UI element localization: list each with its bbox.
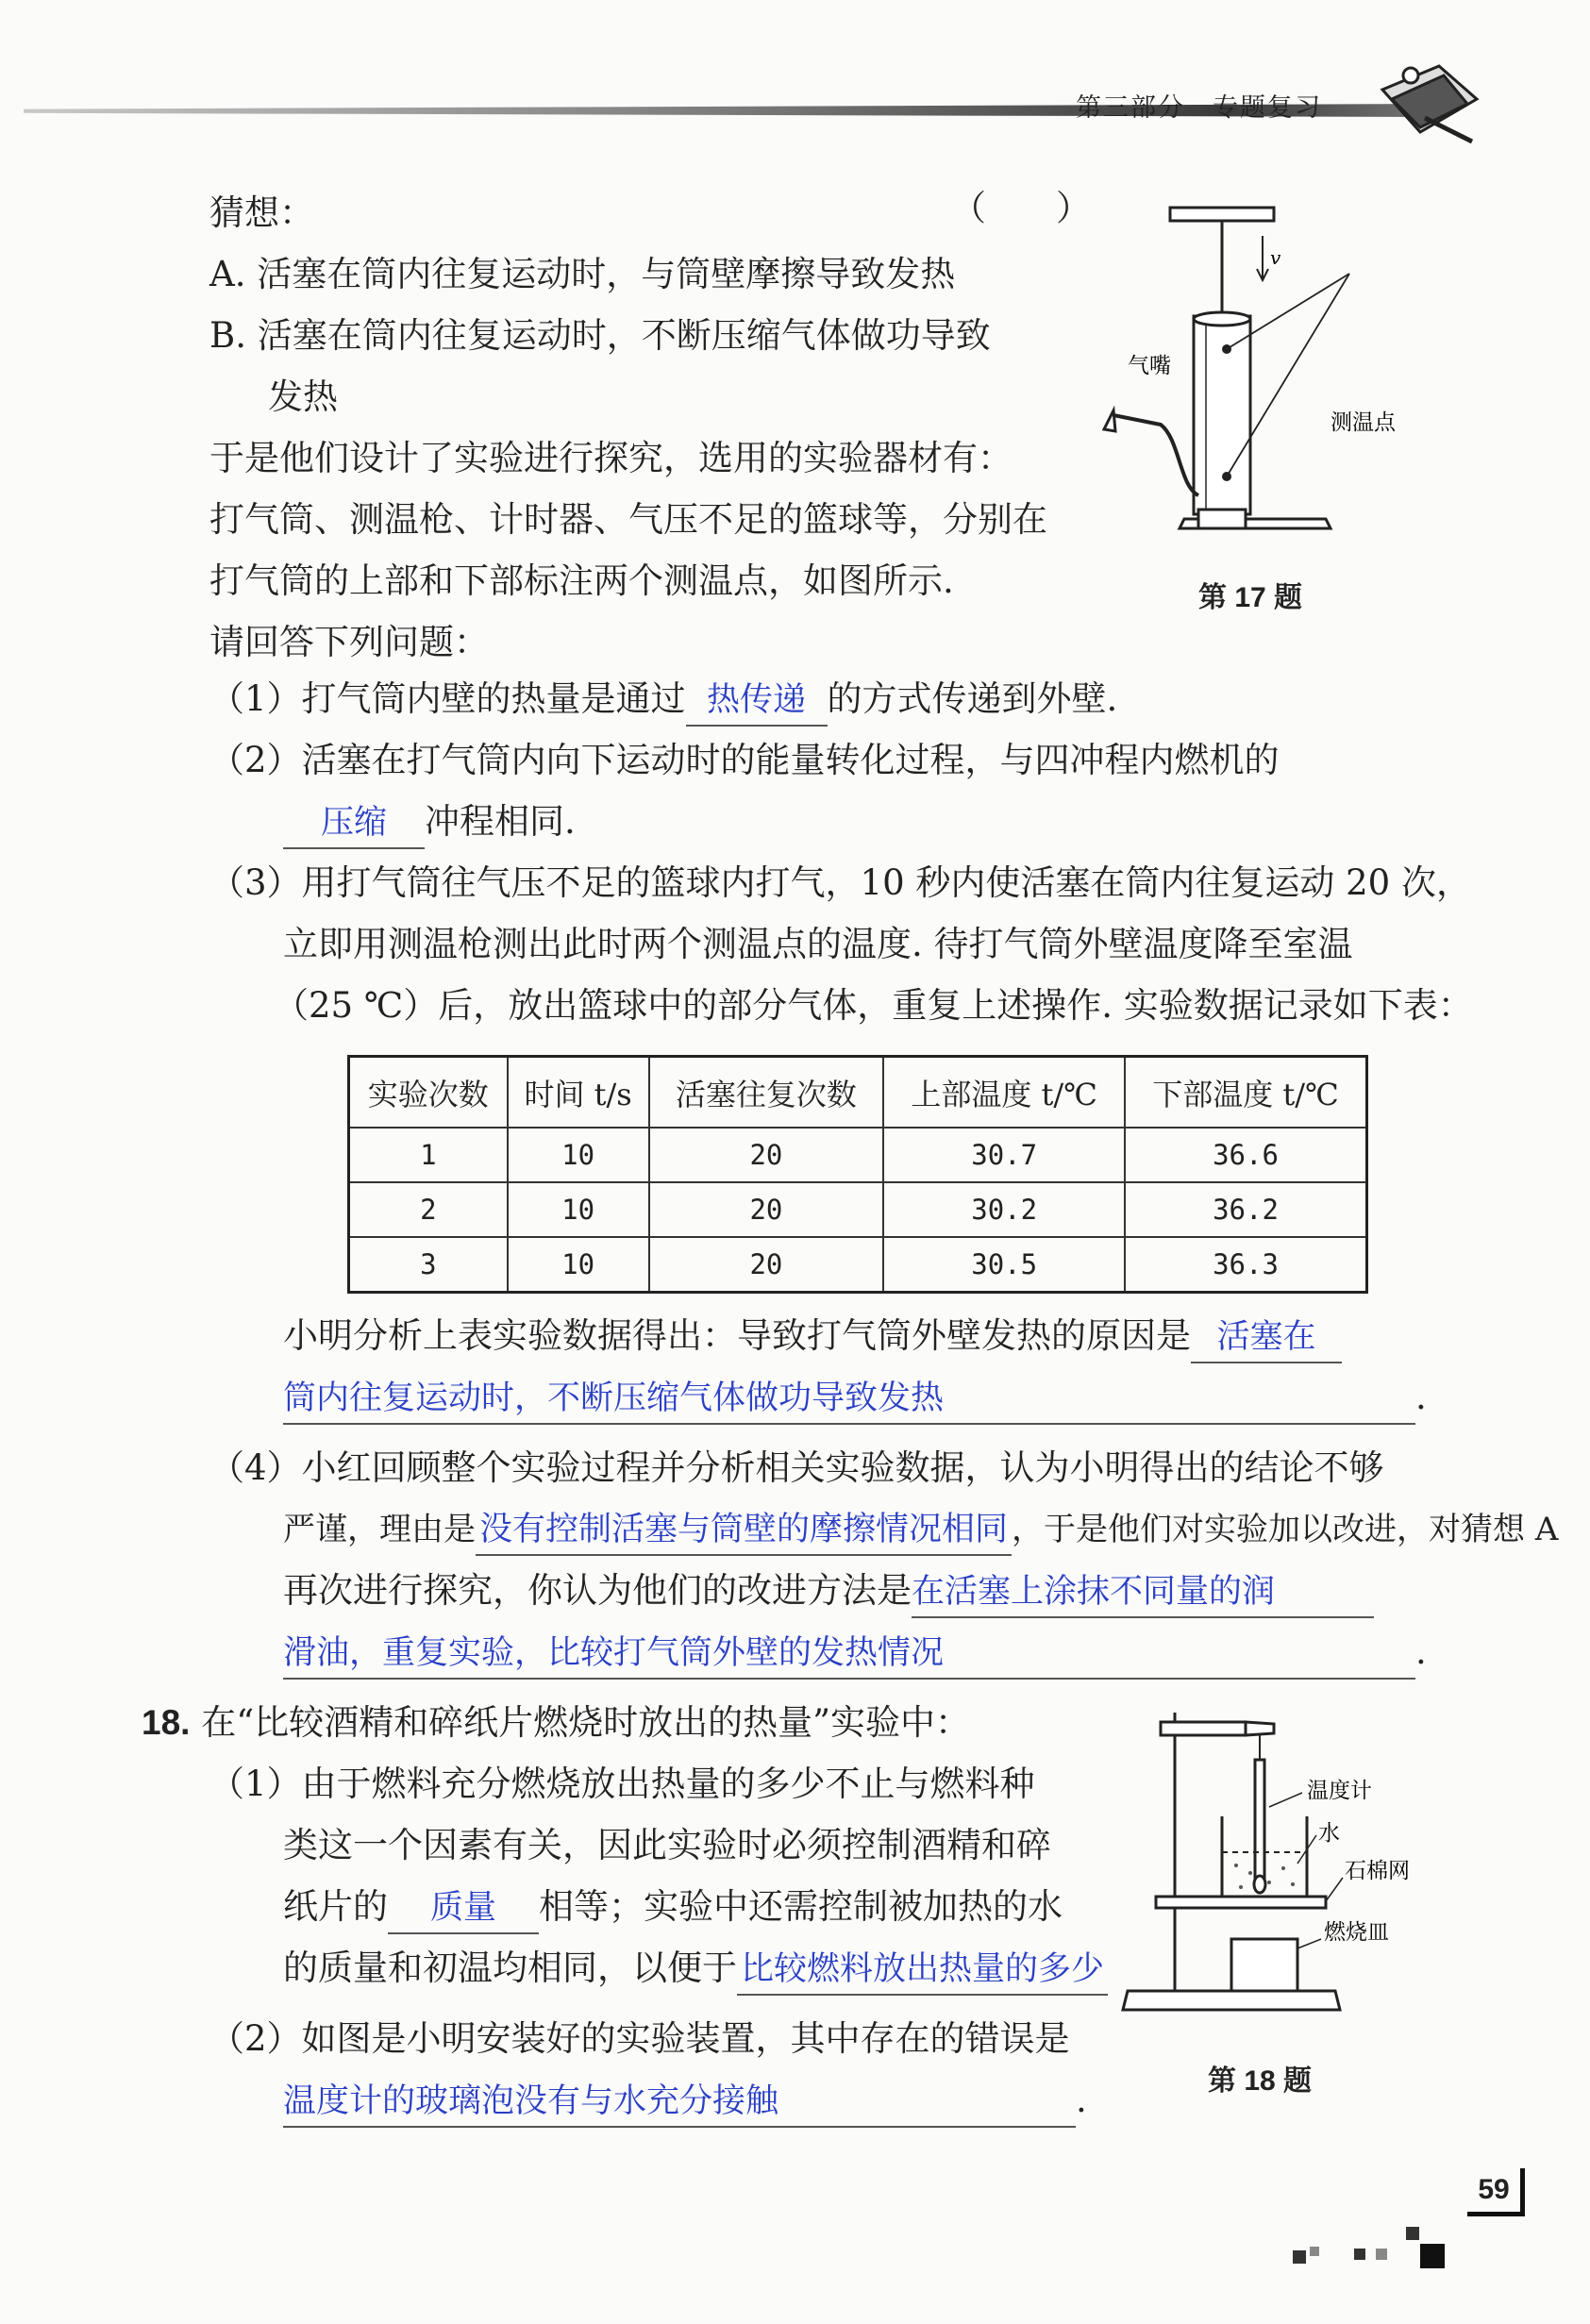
table-cell: 10 — [508, 1182, 649, 1237]
intro-line: 请回答下列问题： — [209, 622, 489, 662]
answer-18b: 比较燃料放出热量的多少 — [737, 1945, 1108, 1996]
nozzle-label: 气嘴 — [1128, 354, 1171, 378]
temp-point-lower — [1222, 472, 1231, 481]
intro-line: 打气筒的上部和下部标注两个测温点，如图所示. — [209, 560, 954, 601]
section-title: 第三部分 专题复习 — [1076, 93, 1322, 123]
table-cell: 10 — [508, 1128, 649, 1182]
q18-part1-line: 纸片的 质量 相等；实验中还需控制被加热的水 — [283, 1882, 1063, 1934]
answer-4b: 在活塞上涂抹不同量的润 — [912, 1567, 1374, 1618]
q18-part1-line: 的质量和初温均相同，以便于 比较燃料放出热量的多少 — [283, 1944, 1108, 1996]
table-cell: 36.3 — [1125, 1237, 1366, 1293]
decor-square — [1310, 2247, 1319, 2256]
temp-point-upper — [1222, 344, 1231, 354]
apparatus-diagram — [1118, 1703, 1439, 2043]
decor-square — [1406, 2227, 1419, 2240]
table-cell: 20 — [649, 1182, 884, 1237]
table-header: 活塞往复次数 — [649, 1057, 884, 1129]
table-cell: 3 — [349, 1237, 508, 1293]
answer-2: 压缩 — [283, 798, 425, 849]
question-3-line: （25 ℃）后，放出篮球中的部分气体，重复上述操作. 实验数据记录如下表： — [274, 985, 1473, 1026]
temp-point-label: 测温点 — [1331, 410, 1396, 435]
table-header-row — [349, 1057, 1367, 1129]
table-header: 实验次数 — [349, 1057, 508, 1129]
q3-conclusion: 小明分析上表实验数据得出：导致打气筒外壁发热的原因是 活塞在 — [283, 1312, 1342, 1363]
table-cell: 2 — [349, 1182, 508, 1237]
table-cell: 20 — [649, 1237, 884, 1293]
question-1: （1）打气筒内壁的热量是通过 热传递 的方式传递到外壁. — [209, 675, 1117, 727]
option-b: B. 活塞在筒内往复运动时，不断压缩气体做功导致 — [209, 315, 991, 356]
data-table — [347, 1055, 1368, 1294]
answer-18a: 质量 — [388, 1883, 539, 1934]
decor-square — [1354, 2249, 1365, 2260]
gauze-label: 石棉网 — [1345, 1859, 1410, 1883]
intro-line: 打气筒、测温枪、计时器、气压不足的篮球等，分别在 — [209, 499, 1047, 540]
answer-paren: （ ） — [951, 188, 1091, 228]
table-cell: 36.6 — [1125, 1128, 1366, 1182]
table-row — [349, 1182, 1367, 1237]
question-18: 18. 在“比较酒精和碎纸片燃烧时放出的热量”实验中： — [142, 1702, 971, 1743]
table-cell: 30.7 — [883, 1128, 1125, 1182]
guess-label: 猜想： — [209, 192, 314, 233]
table-header: 时间 t/s — [508, 1057, 649, 1129]
option-b-cont: 发热 — [268, 376, 338, 417]
table-header: 上部温度 t/℃ — [883, 1057, 1125, 1129]
figure-18-caption: 第 18 题 — [1208, 2065, 1313, 2097]
decor-square — [1420, 2244, 1445, 2268]
question-4-line: 严谨，理由是 没有控制活塞与筒壁的摩擦情况相同 ，于是他们对实验加以改进，对猜想 A — [283, 1505, 1558, 1556]
question-3: （3）用打气筒往气压不足的篮球内打气，10 秒内使活塞在筒内往复运动 20 次， — [209, 862, 1471, 903]
answer-4a: 没有控制活塞与筒壁的摩擦情况相同 — [476, 1505, 1012, 1556]
table-cell: 1 — [349, 1128, 508, 1182]
answer-4c: 滑油，重复实验，比较打气筒外壁的发热情况 — [283, 1629, 1415, 1680]
option-a: A. 活塞在筒内往复运动时，与筒壁摩擦导致发热 — [209, 254, 956, 294]
figure-17-caption: 第 17 题 — [1198, 582, 1303, 613]
question-4-line: 滑油，重复实验，比较打气筒外壁的发热情况 . — [283, 1628, 1427, 1680]
dish-label: 燃烧皿 — [1324, 1920, 1389, 1945]
question-2-cont: 压缩 冲程相同. — [283, 797, 576, 849]
water-label: 水 — [1318, 1821, 1340, 1846]
table-row — [349, 1237, 1367, 1293]
decor-square — [1376, 2249, 1387, 2260]
q18-part1-line: 类这一个因素有关，因此实验时必须控制酒精和碎 — [283, 1825, 1051, 1865]
table-cell: 10 — [508, 1237, 649, 1293]
question-3-line: 立即用测温枪测出此时两个测温点的温度. 待打气筒外壁温度降至室温 — [283, 924, 1353, 964]
pump-diagram — [1095, 193, 1415, 552]
answer-3b: 筒内往复运动时，不断压缩气体做功导致发热 — [283, 1374, 1415, 1425]
answer-1: 热传递 — [686, 676, 828, 727]
question-4: （4）小红回顾整个实验过程并分析相关实验数据，认为小明得出的结论不够 — [209, 1447, 1384, 1488]
q18-part2: （2）如图是小明安装好的实验装置，其中存在的错误是 — [209, 2018, 1070, 2059]
answer-3a: 活塞在 — [1191, 1312, 1342, 1363]
q18-part2-line: 温度计的玻璃泡没有与水充分接触 . — [283, 2076, 1087, 2128]
q3-conclusion-cont: 筒内往复运动时，不断压缩气体做功导致发热 . — [283, 1373, 1427, 1425]
table-row — [349, 1128, 1367, 1182]
question-2: （2）活塞在打气筒内向下运动时的能量转化过程，与四冲程内燃机的 — [209, 740, 1280, 780]
page-number: 59 — [1467, 2168, 1525, 2216]
question-number: 18. — [142, 1703, 191, 1742]
decor-square — [1293, 2250, 1306, 2264]
answer-18c: 温度计的玻璃泡没有与水充分接触 — [283, 2077, 1076, 2128]
table-cell: 30.5 — [883, 1237, 1125, 1293]
table-cell: 36.2 — [1125, 1182, 1366, 1237]
thermometer-label: 温度计 — [1307, 1779, 1372, 1803]
question-4-line: 再次进行探究，你认为他们的改进方法是在活塞上涂抹不同量的润 — [283, 1566, 1374, 1618]
q18-part1: （1）由于燃料充分燃烧放出热量的多少不止与燃料种 — [209, 1764, 1035, 1804]
notebook-icon — [1373, 52, 1486, 156]
intro-line: 于是他们设计了实验进行探究，选用的实验器材有： — [209, 438, 1013, 478]
table-header: 下部温度 t/℃ — [1125, 1057, 1366, 1129]
table-cell: 30.2 — [883, 1182, 1125, 1237]
table-cell: 20 — [649, 1128, 884, 1182]
velocity-label: v — [1270, 246, 1281, 269]
